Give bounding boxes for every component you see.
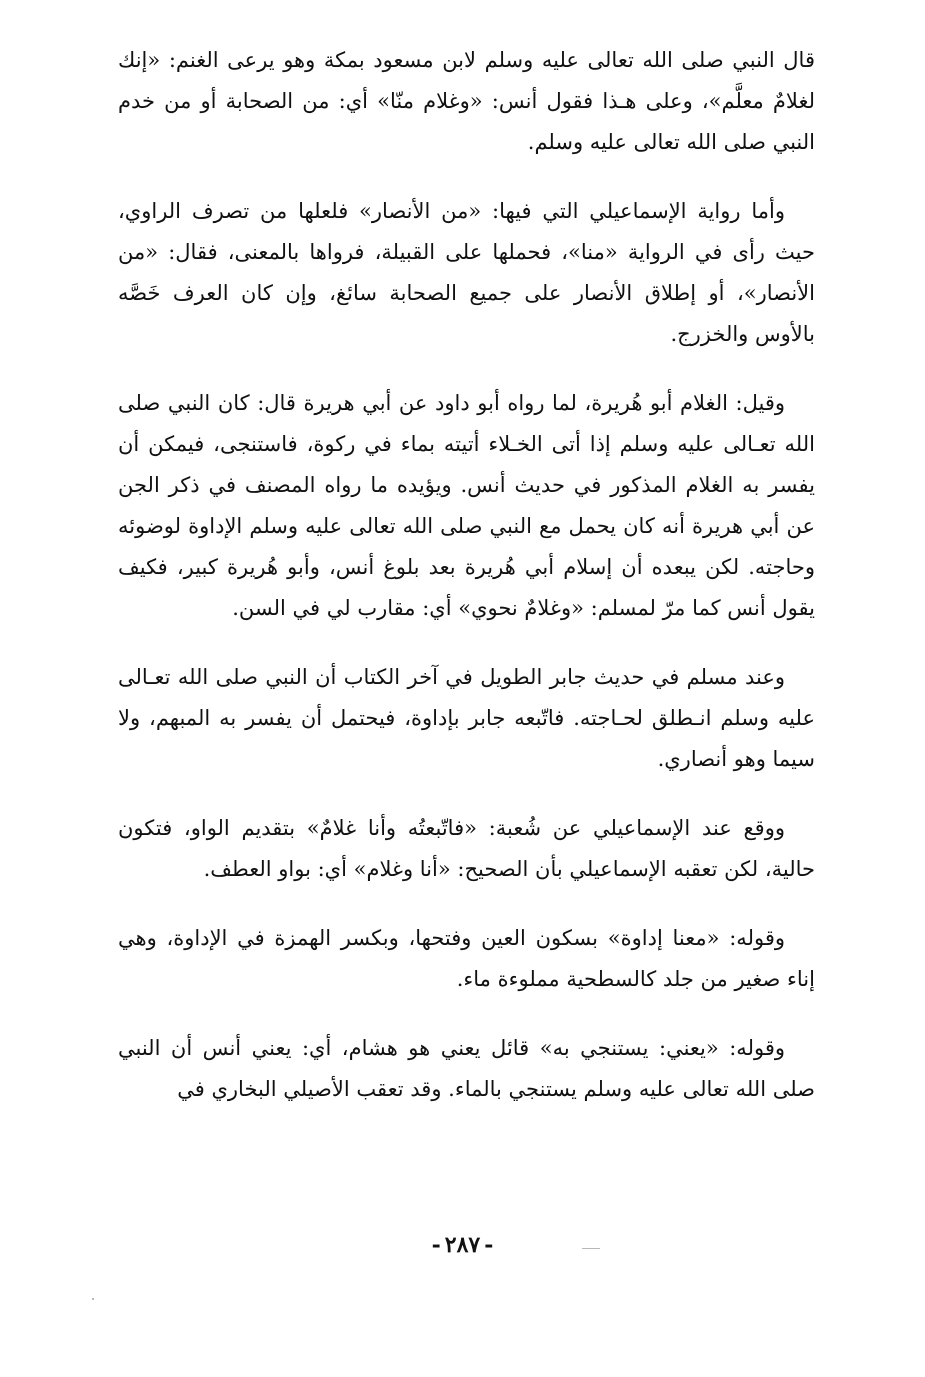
paragraph-1: قال النبي صلى الله تعالى عليه وسلم لابن مسعود بمكة وهو يرعى الغنم: «إنك لغلامٌ معلَّم»، وعلى هـذا فقول أنس: «وغلام منّا» أي: من الصحابة أو من خدم النبي صلى الله تعالى عليه وسلم. bbox=[118, 48, 815, 154]
paragraph-3: وقيل: الغلام أبو هُريرة، لما رواه أبو داود عن أبي هريرة قال: كان النبي صلى الله تعـالى عليه وسلم إذا أتى الخـلاء أتيته بماء في ركوة، فاستنجى، فيمكن أن يفسر به الغلام المذكور في حديث أنس. ويؤيده ما رواه المصنف في ذكر الجن عن أبي هريرة أنه كان يحمل مع النبي صلى الله تعالى عليه وسلم الإداوة لوضوئه وحاجته. لكن يبعده أن إسلام أبي هُريرة بعد بلوغ أنس، وأبو هُريرة كبير، فكيف يقول أنس كما مرّ لمسلم: «وغلامٌ نحوي» أي: مقارب لي في السن. bbox=[118, 391, 815, 620]
paragraph-2: وأما رواية الإسماعيلي التي فيها: «من الأنصار» فلعلها من تصرف الراوي، حيث رأى في الرواية «منا»، فحملها على القبيلة، فرواها بالمعنى، فقال: «من الأنصار»، أو إطلاق الأنصار على جميع الصحابة سائغ، وإن كان العرف خَصَّه بالأوس والخزرج. bbox=[118, 199, 815, 346]
page-number bbox=[0, 1232, 925, 1258]
scan-speck bbox=[582, 1248, 600, 1249]
page-body bbox=[118, 40, 815, 1138]
page-number-dash-left: - bbox=[484, 1232, 494, 1258]
page-number-value: ٢٨٧ bbox=[444, 1232, 481, 1258]
page-number-dash-right: - bbox=[431, 1232, 441, 1258]
paragraph-5: ووقع عند الإسماعيلي عن شُعبة: «فاتّبعتُه وأنا غلامٌ» بتقديم الواو، فتكون حالية، لكن تعقبه الإسماعيلي بأن الصحيح: «أنا وغلام» أي: بواو العطف. bbox=[118, 816, 815, 881]
scan-speck bbox=[92, 1298, 94, 1300]
paragraph-7: وقوله: «يعني: يستنجي به» قائل يعني هو هشام، أي: يعني أنس أن النبي صلى الله تعالى عليه وسلم يستنجي بالماء. وقد تعقب الأصيلي البخاري في bbox=[118, 1036, 815, 1101]
paragraph-6: وقوله: «معنا إداوة» بسكون العين وفتحها، وبكسر الهمزة في الإداوة، وهي إناء صغير من جلد كالسطحية مملوءة ماء. bbox=[118, 926, 815, 991]
paragraph-4: وعند مسلم في حديث جابر الطويل في آخر الكتاب أن النبي صلى الله تعـالى عليه وسلم انـطلق لحـاجته. فاتّبعه جابر بإداوة، فيحتمل أن يفسر به المبهم، ولا سيما وهو أنصاري. bbox=[118, 665, 815, 771]
